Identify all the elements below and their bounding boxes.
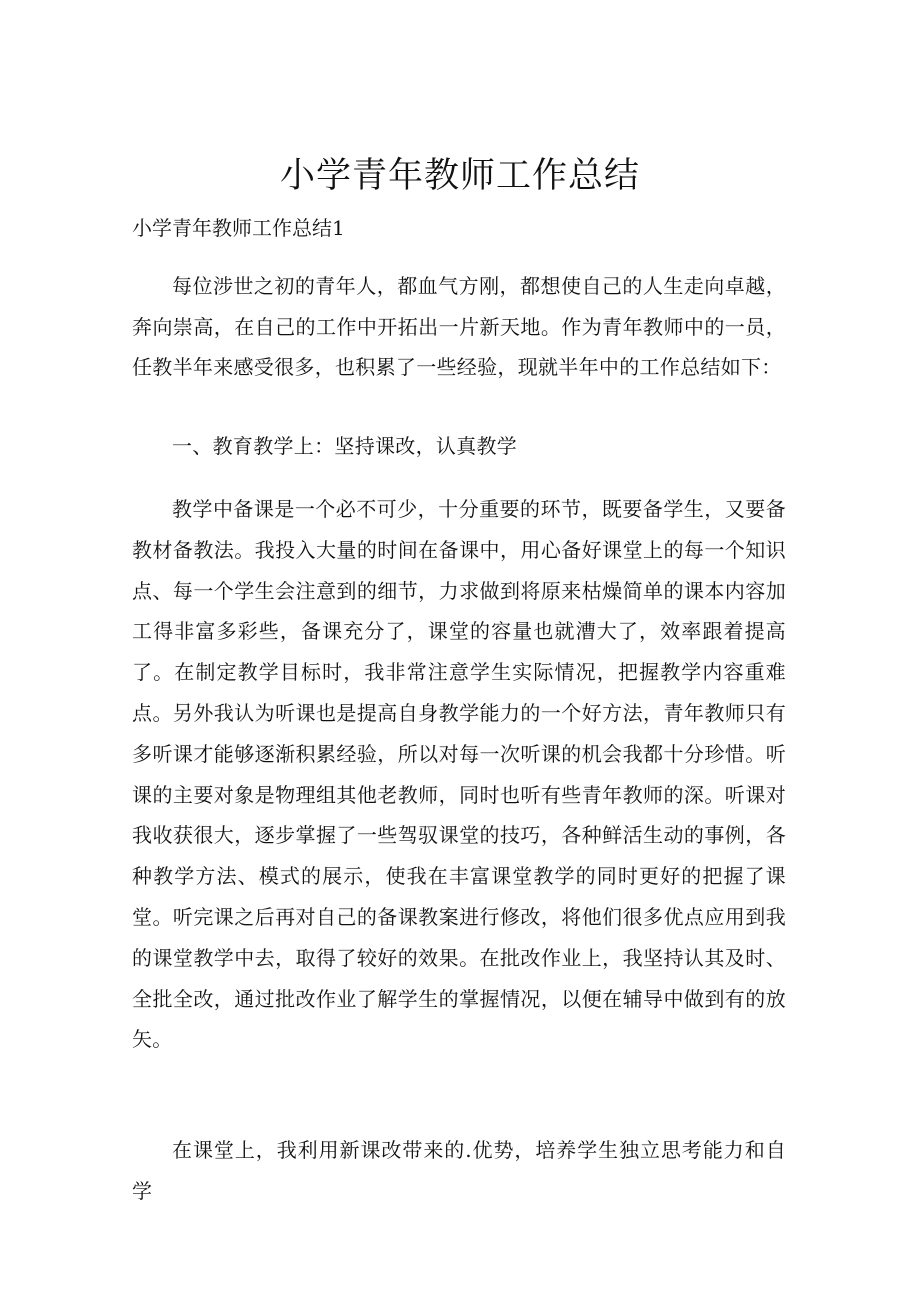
body-paragraph-classroom: 在课堂上，我利用新课改带来的.优势，培养学生独立思考能力和自学 (132, 1138, 786, 1203)
intro-paragraph: 每位涉世之初的青年人，都血气方刚，都想使自己的人生走向卓越，奔向崇高，在自己的工作中开拓出一片新天地。作为青年教师中的一员，任教半年来感受很多，也积累了一些经验，现就半年中的工作总结如下： (132, 274, 786, 380)
section-title: 小学青年教师工作总结1 (132, 216, 345, 240)
document-title: 小学青年教师工作总结 (279, 156, 640, 196)
body-paragraph-lesson-prep: 教学中备课是一个必不可少，十分重要的环节，既要备学生，又要备教材备教法。我投入大量的时间在备课中，用心备好课堂上的每一个知识点、每一个学生会注意到的细节，力求做到将原来枯燥简单的课本内容加工得非富多彩些，备课充分了，课堂的容量也就漕大了，效率跟着提高了。在制定教学目标时，我非常注意学生实际情况，把握教学内容重难点。另外我认为听课也是提高自身教学能力的一个好方法，青年教师只有多听课才能够逐渐积累经验，所以对每一次听课的机会我都十分珍惜。听课的主要对象是物理组其他老教师，同时也听有些青年教师的深。听课对我收获很大，逐步掌握了一些驾驭课堂的技巧，各种鲜活生动的事例，各种教学方法、模式的展示，使我在丰富课堂教学的同时更好的把握了课堂。听完课之后再对自己的备课教案进行修改，将他们很多优点应用到我的课堂教学中去，取得了较好的效果。在批改作业上，我坚持认其及时、全批全改，通过批改作业了解学生的掌握情况，以便在辅导中做到有的放矢。 (132, 497, 786, 1052)
heading-education-teaching: 一、教育教学上：坚持课改，认真教学 (172, 434, 518, 458)
